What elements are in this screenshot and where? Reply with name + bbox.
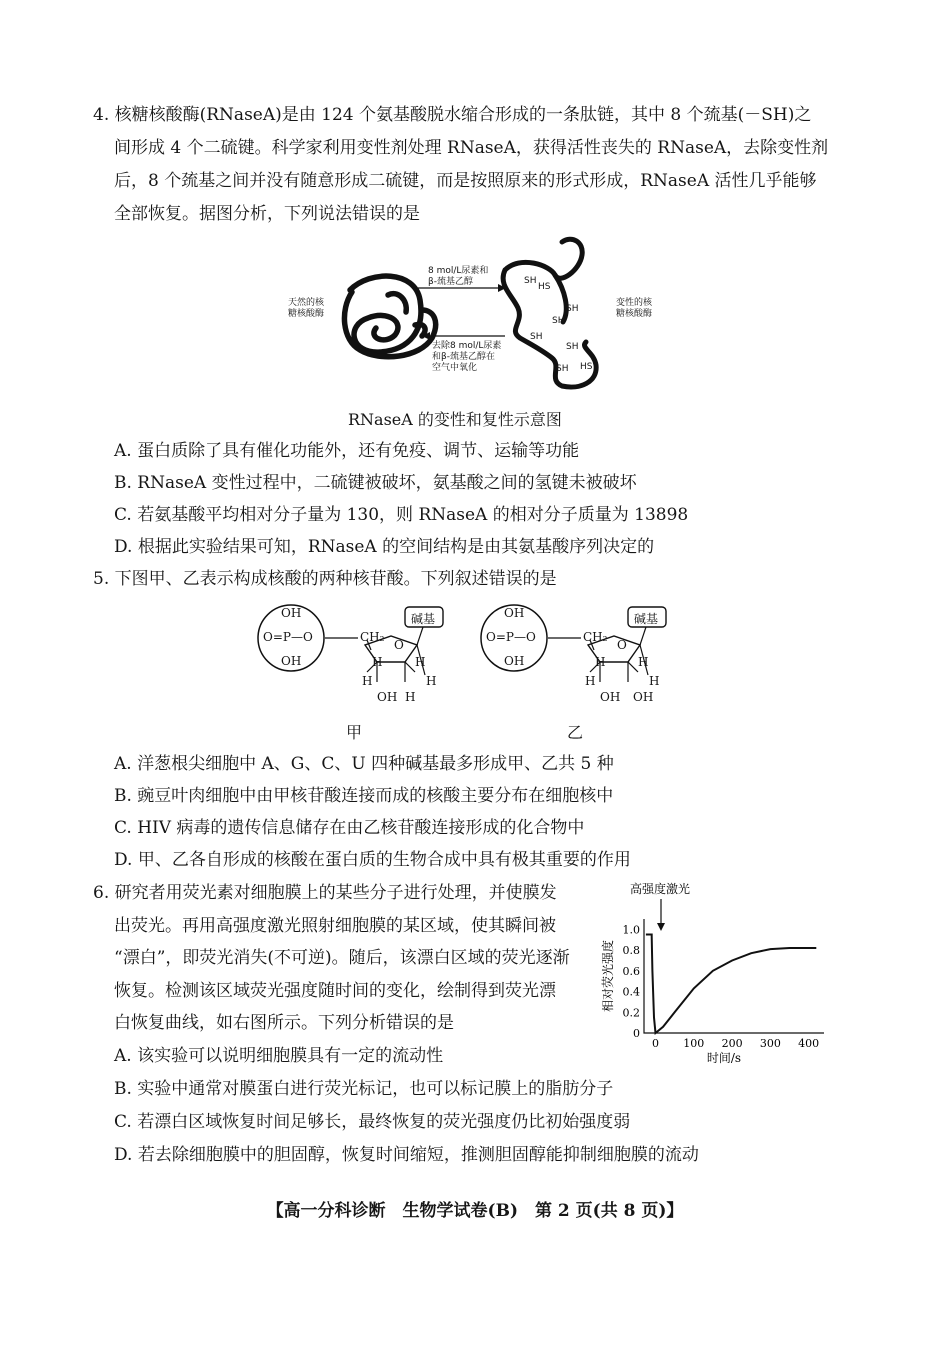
forward-label-1: 8 mol/L尿素和: [428, 266, 489, 276]
oh-label: OH: [633, 690, 654, 704]
q4-option-d: D. 根据此实验结果可知，RNaseA 的空间结构是由其氨基酸序列决定的: [114, 537, 655, 557]
sh-label: SH: [552, 316, 565, 326]
nucleotide-yi: [478, 600, 688, 710]
rnase-figure: [280, 230, 680, 400]
phosphate-label: O=P—O: [486, 630, 536, 644]
q6-stem-line-2: 出荧光。再用高强度激光照射细胞膜的某区域，使其瞬间被: [114, 916, 556, 936]
oh-label: OH: [600, 690, 621, 704]
q4-option-a: A. 蛋白质除了具有催化功能外，还有免疫、调节、运输等功能: [114, 441, 580, 461]
base-label: 碱基: [411, 612, 436, 626]
forward-label-2: β-巯基乙醇: [428, 277, 473, 287]
q6-option-d: D. 若去除细胞膜中的胆固醇，恢复时间缩短，推测胆固醇能抑制细胞膜的流动: [114, 1145, 699, 1165]
q5-option-b: B. 豌豆叶肉细胞中由甲核苷酸连接而成的核酸主要分布在细胞核中: [114, 786, 614, 806]
ch2-label: CH₂: [583, 630, 608, 644]
sh-label: SH: [566, 342, 579, 352]
chart-title: 高强度激光: [630, 882, 691, 896]
sh-label: SH: [524, 276, 537, 286]
y-tick-label: 0.4: [622, 985, 640, 999]
frap-chart: [598, 875, 838, 1070]
q5-option-a: A. 洋葱根尖细胞中 A、G、C、U 四种碱基最多形成甲、乙共 5 种: [114, 754, 614, 774]
q6-option-b: B. 实验中通常对膜蛋白进行荧光标记，也可以标记膜上的脂肪分子: [114, 1079, 614, 1099]
hs-label: HS: [580, 362, 593, 372]
x-tick-label: 400: [798, 1037, 820, 1050]
denatured-label-2: 糖核酸酶: [616, 309, 653, 319]
y-tick-label: 1.0: [622, 923, 640, 937]
h-label: H: [585, 674, 596, 688]
x-tick-label: 200: [721, 1037, 743, 1050]
q4-option-b: B. RNaseA 变性过程中，二硫键被破坏，氨基酸之间的氢键未被破坏: [114, 473, 637, 493]
hs-label: HS: [538, 282, 551, 292]
denatured-label-1: 变性的核: [616, 298, 653, 308]
y-axis-label: 相对荧光强度: [601, 939, 615, 1013]
ring-o-label: O: [617, 638, 627, 652]
reverse-label-1: 去除8 mol/L尿素: [432, 341, 502, 351]
y-tick-label: 0: [633, 1027, 640, 1040]
nucleotide-jia: [255, 600, 465, 710]
x-tick-label: 300: [759, 1037, 781, 1050]
native-label-2: 糖核酸酶: [288, 309, 325, 319]
oh-label: OH: [504, 654, 525, 668]
h-label: H: [372, 655, 383, 669]
q6-stem-line-5: 白恢复曲线，如右图所示。下列分析错误的是: [114, 1013, 454, 1033]
h-label: H: [595, 655, 606, 669]
q6-option-a: A. 该实验可以说明细胞膜具有一定的流动性: [114, 1046, 444, 1066]
q5-option-c: C. HIV 病毒的遗传信息储存在由乙核苷酸连接形成的化合物中: [114, 818, 585, 838]
reverse-label-2: 和β-巯基乙醇在: [432, 352, 495, 362]
oh-label: OH: [504, 606, 525, 620]
q4-stem-line-1: 4. 核糖核酸酶(RNaseA)是由 124 个氨基酸脱水缩合形成的一条肽链，其中 8 个巯基(－SH)之: [93, 105, 812, 125]
base-label: 碱基: [634, 612, 659, 626]
q6-stem-line-3: “漂白”，即荧光消失(不可逆)。随后，该漂白区域的荧光逐渐: [114, 948, 570, 968]
yi-label: 乙: [567, 723, 584, 742]
ch2-label: CH₂: [360, 630, 385, 644]
jia-label: 甲: [346, 723, 363, 742]
q6-option-c: C. 若漂白区域恢复时间足够长，最终恢复的荧光强度仍比初始强度弱: [114, 1112, 631, 1132]
h-label: H: [405, 690, 416, 704]
h-label: H: [638, 655, 649, 669]
native-label-1: 天然的核: [288, 298, 325, 308]
recovery-curve: [646, 935, 816, 1034]
q4-stem-line-3: 后，8 个巯基之间并没有随意形成二硫键，而是按照原来的形式形成，RNaseA 活性几乎能够: [114, 171, 817, 191]
y-tick-label: 0.8: [622, 944, 640, 958]
q4-option-c: C. 若氨基酸平均相对分子量为 130，则 RNaseA 的相对分子质量为 13898: [114, 505, 689, 525]
q5-stem: 5. 下图甲、乙表示构成核酸的两种核苷酸。下列叙述错误的是: [93, 569, 557, 589]
y-tick-label: 0.2: [622, 1006, 640, 1020]
y-tick-label: 0.6: [622, 964, 640, 978]
q5-option-d: D. 甲、乙各自形成的核酸在蛋白质的生物合成中具有极其重要的作用: [114, 850, 631, 870]
x-tick-label: 100: [683, 1037, 705, 1050]
h-label: H: [649, 674, 660, 688]
h-label: H: [426, 674, 437, 688]
rnase-figure-caption: RNaseA 的变性和复性示意图: [348, 410, 562, 429]
sh-label: SH: [566, 304, 579, 314]
sh-label: SH: [556, 364, 569, 374]
oh-label: OH: [281, 654, 302, 668]
q4-stem-line-2: 间形成 4 个二硫键。科学家利用变性剂处理 RNaseA，获得活性丧失的 RNaseA，去除变性剂: [114, 138, 829, 158]
h-label: H: [415, 655, 426, 669]
oh-label: OH: [377, 690, 398, 704]
oh-label: OH: [281, 606, 302, 620]
page-footer: 【高一分科诊断 生物学试卷(B) 第 2 页(共 8 页)】: [266, 1201, 684, 1221]
sh-label: SH: [530, 332, 543, 342]
q6-stem-line-1: 6. 研究者用荧光素对细胞膜上的某些分子进行处理，并使膜发: [93, 883, 557, 903]
ring-o-label: O: [394, 638, 404, 652]
q6-stem-line-4: 恢复。检测该区域荧光强度随时间的变化，绘制得到荧光漂: [114, 981, 556, 1001]
phosphate-label: O=P—O: [263, 630, 313, 644]
x-tick-label: 0: [651, 1037, 659, 1050]
frap-chart-svg: [598, 875, 838, 1070]
q4-stem-line-4: 全部恢复。据图分析，下列说法错误的是: [114, 204, 420, 224]
h-label: H: [362, 674, 373, 688]
reverse-label-3: 空气中氧化: [432, 363, 478, 373]
x-axis-label: 时间/s: [706, 1051, 742, 1065]
